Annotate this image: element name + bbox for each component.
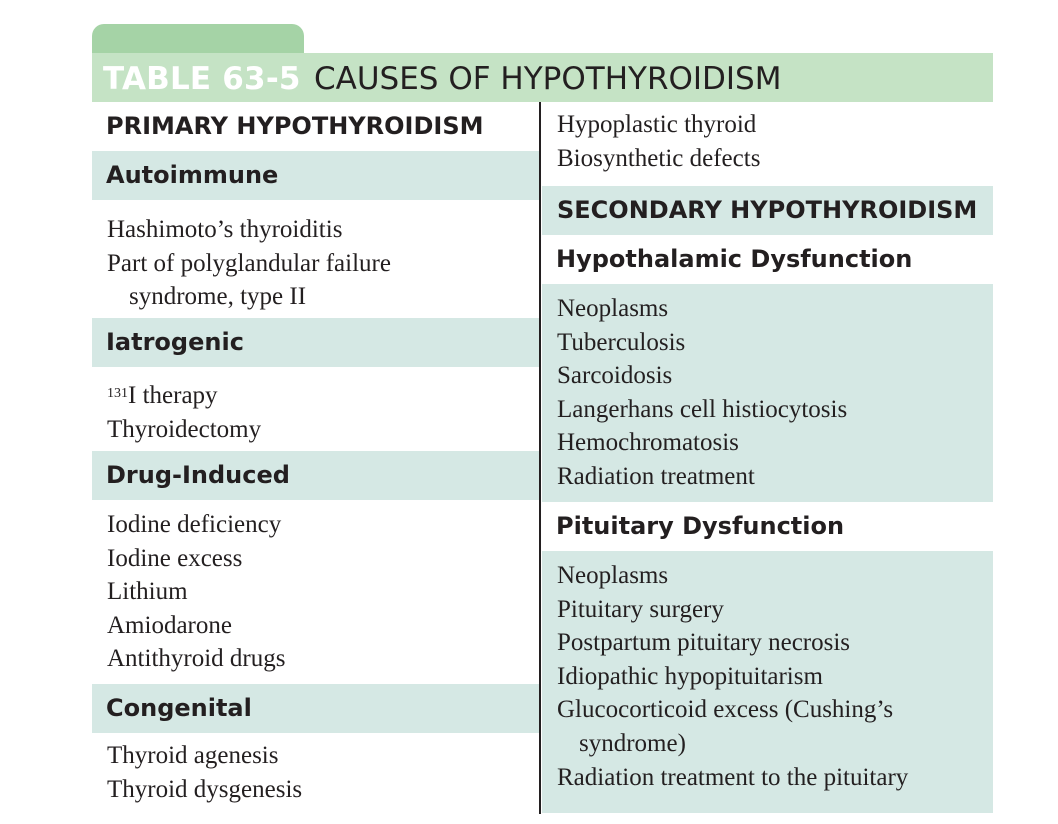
list-item: syndrome, type II xyxy=(129,283,307,311)
therapy-label: I therapy xyxy=(128,382,218,409)
list-item xyxy=(107,379,539,413)
table-number-label: TABLE 63-5 xyxy=(103,61,301,97)
column-divider xyxy=(539,102,541,814)
group-items-autoimmune xyxy=(92,200,539,318)
list-item: Amiodarone xyxy=(107,611,232,639)
list-item: Neoplasms xyxy=(557,562,669,589)
list-item: Pituitary surgery xyxy=(557,595,724,623)
table-title: CAUSES OF HYPOTHYROIDISM xyxy=(314,61,782,97)
group-heading-pituitary: Pituitary Dysfunction xyxy=(542,502,993,551)
group-heading-hypothalamic: Hypothalamic Dysfunction xyxy=(542,235,993,284)
group-items-iatrogenic xyxy=(92,367,539,451)
list-item: Biosynthetic defects xyxy=(557,144,761,172)
list-item: Hypoplastic thyroid xyxy=(557,111,757,138)
list-item: Sarcoidosis xyxy=(557,362,673,390)
list-item: Iodine deficiency xyxy=(107,511,282,538)
group-heading-autoimmune: Autoimmune xyxy=(92,151,539,200)
primary-hypothyroidism-heading: PRIMARY HYPOTHYROIDISM xyxy=(92,102,539,151)
group-heading-drug-induced: Drug-Induced xyxy=(92,451,539,500)
list-item: Part of polyglandular failure xyxy=(107,249,391,277)
list-item: Hemochromatosis xyxy=(557,429,739,457)
list-item: Thyroid dysgenesis xyxy=(107,775,303,803)
list-item: Thyroid agenesis xyxy=(107,742,279,769)
list-item: Tuberculosis xyxy=(557,328,686,356)
group-items-congenital xyxy=(92,733,539,817)
isotope-superscript: 131 xyxy=(107,386,128,401)
continued-primary-items xyxy=(542,102,993,186)
right-column xyxy=(542,102,993,813)
list-item: Hashimoto’s thyroiditis xyxy=(107,216,343,243)
list-item: Antithyroid drugs xyxy=(107,645,286,673)
group-heading-congenital: Congenital xyxy=(92,684,539,733)
group-items-drug-induced xyxy=(92,500,539,684)
list-item: Radiation treatment to the pituitary xyxy=(557,763,909,791)
list-item: Thyroidectomy xyxy=(107,415,262,443)
group-items-pituitary xyxy=(542,551,993,813)
group-items-hypothalamic xyxy=(542,284,993,502)
list-item: Idiopathic hypopituitarism xyxy=(557,662,823,690)
list-item: Neoplasms xyxy=(557,295,669,322)
list-item: Postpartum pituitary necrosis xyxy=(557,629,851,657)
secondary-hypothyroidism-heading: SECONDARY HYPOTHYROIDISM xyxy=(542,186,993,235)
list-item: Lithium xyxy=(107,578,188,606)
group-heading-iatrogenic: Iatrogenic xyxy=(92,318,539,367)
left-column xyxy=(92,102,539,817)
list-item: Langerhans cell histiocytosis xyxy=(557,395,848,423)
list-item: Radiation treatment xyxy=(557,462,755,490)
list-item: Iodine excess xyxy=(107,544,243,572)
list-item: syndrome) xyxy=(579,729,686,757)
list-item: Glucocorticoid excess (Cushing’s xyxy=(557,696,894,724)
